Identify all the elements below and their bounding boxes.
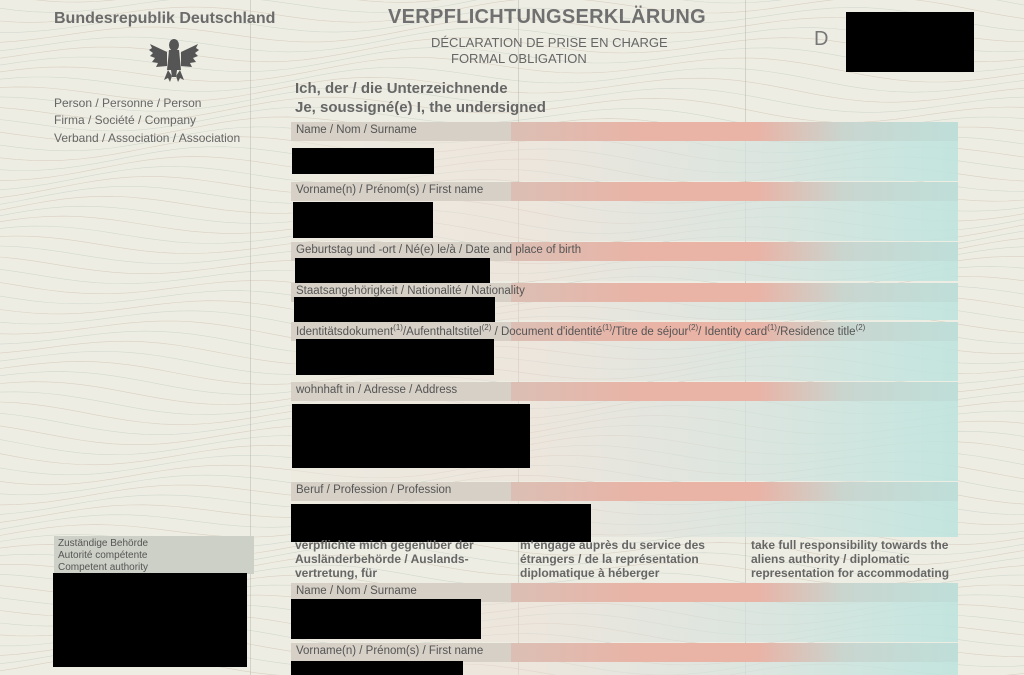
document-letter: D xyxy=(814,28,829,50)
redacted-profession xyxy=(291,504,591,542)
guest-first-name-label: Vorname(n) / Prénom(s) / First name xyxy=(296,645,484,657)
birth-label: Geburtstag und -ort / Né(e) le/à / Date and place of birth xyxy=(296,244,582,256)
redacted-address xyxy=(292,404,530,468)
redacted-first-name xyxy=(293,202,433,238)
obligation-text-de: verpflichte mich gegenüber der Ausländerbehörde / Auslands- vertretung, für xyxy=(295,538,474,580)
form-title-fr: DÉCLARATION DE PRISE EN CHARGE xyxy=(431,35,668,50)
nationality-label: Staatsangehörigkeit / Nationalité / Nationality xyxy=(296,285,525,297)
redacted-name xyxy=(292,148,434,174)
entity-type-person: Person / Personne / Person xyxy=(54,96,202,110)
redacted-birth xyxy=(295,258,490,284)
profession-label: Beruf / Profession / Profession xyxy=(296,484,452,496)
identity-document-label: Identitätsdokument$^{(1)}$/Aufenthaltstitel$^{(2)}$ / Document d'identité$^{(1)}$/Titre de séjour$^{(2)}$/ Identity card$^{(1)}$/Residence title$^{(2)}$ xyxy=(296,323,866,338)
address-label: wohnhaft in / Adresse / Address xyxy=(296,384,458,396)
form-title-en: FORMAL OBLIGATION xyxy=(451,51,587,66)
authority-label-fr: Autorité compétente xyxy=(58,550,148,561)
obligation-text-en: take full responsibility towards the aliens authority / diplomatic representation for accommodating xyxy=(751,538,950,580)
federal-eagle-icon xyxy=(148,36,200,84)
redacted-authority xyxy=(53,573,247,667)
authority-label-en: Competent authority xyxy=(58,562,149,573)
redacted-guest-name xyxy=(291,599,481,639)
undersigned-heading-de: Ich, der / die Unterzeichnende xyxy=(295,80,508,97)
entity-type-company: Firma / Société / Company xyxy=(54,113,197,127)
redacted-identity-document xyxy=(296,339,494,375)
redacted-guest-first-name xyxy=(291,661,463,675)
authority-label-de: Zuständige Behörde xyxy=(58,538,149,549)
entity-type-association: Verband / Association / Association xyxy=(54,131,241,145)
form-title: VERPFLICHTUNGSERKLÄRUNG xyxy=(388,6,707,28)
obligation-text-fr: m'engage auprès du service des étrangers / de la représentation diplomatique à héberger xyxy=(520,538,705,580)
name-label: Name / Nom / Surname xyxy=(296,124,417,136)
issuing-country: Bundesrepublik Deutschland xyxy=(54,10,276,27)
first-name-label: Vorname(n) / Prénom(s) / First name xyxy=(296,184,484,196)
undersigned-heading-fr-en: Je, soussigné(e) I, the undersigned xyxy=(295,99,546,116)
redacted-document-number xyxy=(846,12,974,72)
guest-name-label: Name / Nom / Surname xyxy=(296,585,417,597)
